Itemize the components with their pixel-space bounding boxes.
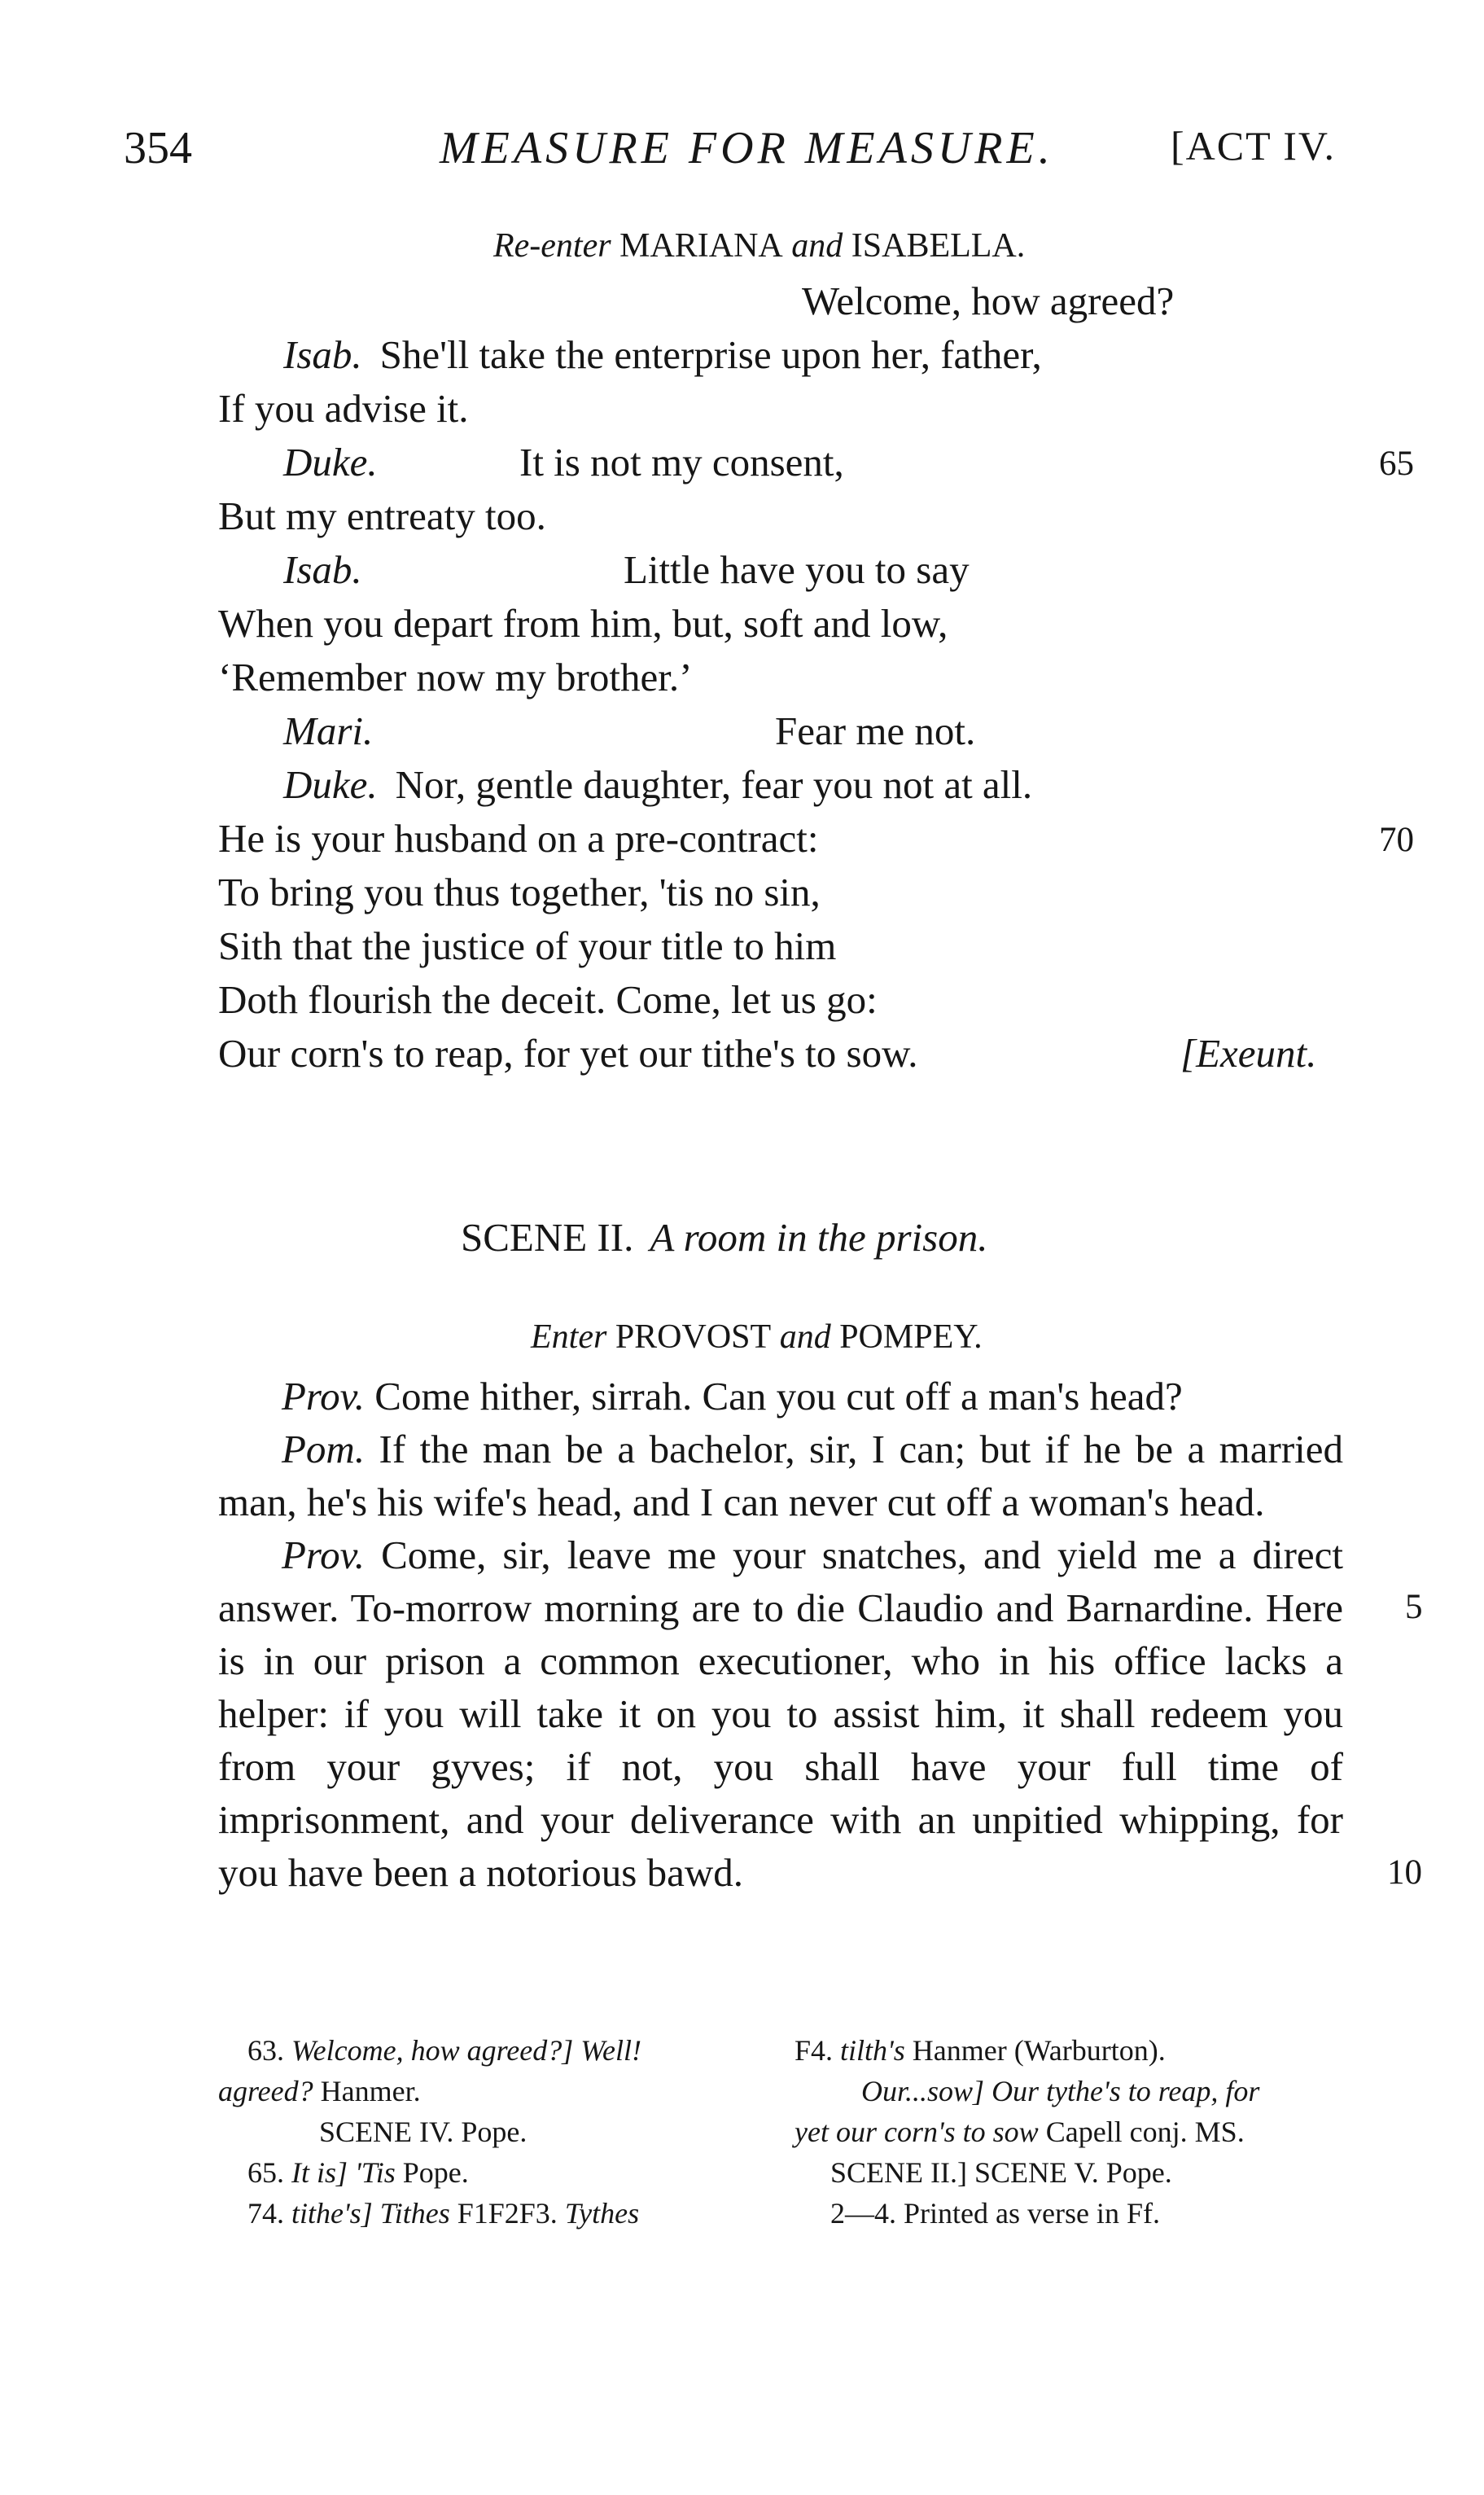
note-line: yet our corn's to sow Capell conj. MS. [795, 2116, 1245, 2148]
exeunt-direction: [Exeunt. [1180, 1031, 1317, 1076]
scene-heading: SCENE II. A room in the prison. [461, 1215, 988, 1260]
running-header [0, 122, 1484, 187]
note-line: SCENE II.] SCENE V. Pope. [830, 2156, 1172, 2189]
speaker-name: Isab. [283, 332, 362, 377]
note-line: Our...sow] Our tythe's to reap, for [861, 2075, 1260, 2107]
speaker-name: Duke. [283, 440, 378, 485]
speech: Prov. Come hither, sirrah. Can you cut off a man's head? [282, 1374, 1183, 1419]
line-number: 65 [1379, 445, 1414, 483]
verse-line: But my entreaty too. [218, 493, 546, 538]
verse-line: Isab. Little have you to say [283, 547, 970, 592]
stage-direction-reenter: Re-enter MARIANA and ISABELLA. [493, 227, 1026, 265]
note-line: 74. tithe's] Tithes F1F2F3. Tythes [247, 2197, 640, 2230]
line-number: 5 [1405, 1588, 1423, 1626]
verse-line: He is your husband on a pre-contract: [218, 816, 819, 861]
note-line: 63. Welcome, how agreed?] Well! [247, 2034, 641, 2067]
speaker-name: Mari. [283, 708, 374, 753]
note-line: F4. tilth's Hanmer (Warburton). [795, 2034, 1166, 2067]
speaker-name: Prov. [282, 1533, 366, 1577]
speaker-name: Pom. [282, 1427, 366, 1471]
stage-direction-enter: Enter PROVOST and POMPEY. [531, 1318, 983, 1356]
prose-block [218, 1370, 1343, 1899]
verse-line: Doth flourish the deceit. Come, let us go: [218, 977, 878, 1022]
speaker-name: Prov. [282, 1374, 366, 1419]
line-number: 10 [1387, 1853, 1422, 1892]
verse-line: Welcome, how agreed? [802, 278, 1175, 323]
notes-left-column [218, 2029, 788, 2274]
act-tag: [ACT IV. [1171, 123, 1337, 169]
note-line: SCENE IV. Pope. [319, 2116, 527, 2148]
verse-line: Isab. She'll take the enterprise upon her, father, [283, 332, 1042, 377]
note-line: 2—4. Printed as verse in Ff. [830, 2197, 1160, 2230]
verse-line: Our corn's to reap, for yet our tithe's to sow. [218, 1031, 918, 1076]
speech: Pom. If the man be a bachelor, sir, I can; but if he be a married man, he's his wife's head, and I can never cut off a woman's head. [218, 1427, 1344, 1524]
speaker-name: Isab. [283, 547, 362, 592]
speech: Prov. Come, sir, leave me your snatches, and yield me a direct answer. To-morrow morning are to die Claudio and Barnardine. Here is in our prison a common executioner, who in his office lacks a helper: if you will take it on you to assist him, it shall redeem you from your gyves; if not, you shall have your full time of imprisonment, and your deliverance with an unpitied whipping, for you have been a notorious bawd. [218, 1533, 1344, 1895]
verse-line: Mari. Fear me not. [283, 708, 976, 753]
speaker-name: Duke. [283, 762, 378, 807]
verse-line: Duke. It is not my consent, [283, 440, 844, 485]
running-title: MEASURE FOR MEASURE. [440, 123, 1054, 173]
verse-line: Duke. Nor, gentle daughter, fear you not at all. [283, 762, 1033, 807]
verse-line: Sith that the justice of your title to him [218, 923, 837, 968]
note-line: 65. It is] 'Tis Pope. [247, 2156, 469, 2189]
verse-line: ‘Remember now my brother.’ [218, 655, 693, 699]
verse-line: To bring you thus together, 'tis no sin, [218, 870, 821, 914]
page-number: 354 [124, 123, 192, 173]
line-number: 70 [1379, 821, 1414, 859]
notes-right-column [795, 2029, 1364, 2274]
note-line: agreed? Hanmer. [218, 2075, 421, 2107]
verse-line: If you advise it. [218, 386, 469, 431]
verse-line: When you depart from him, but, soft and low, [218, 601, 948, 646]
